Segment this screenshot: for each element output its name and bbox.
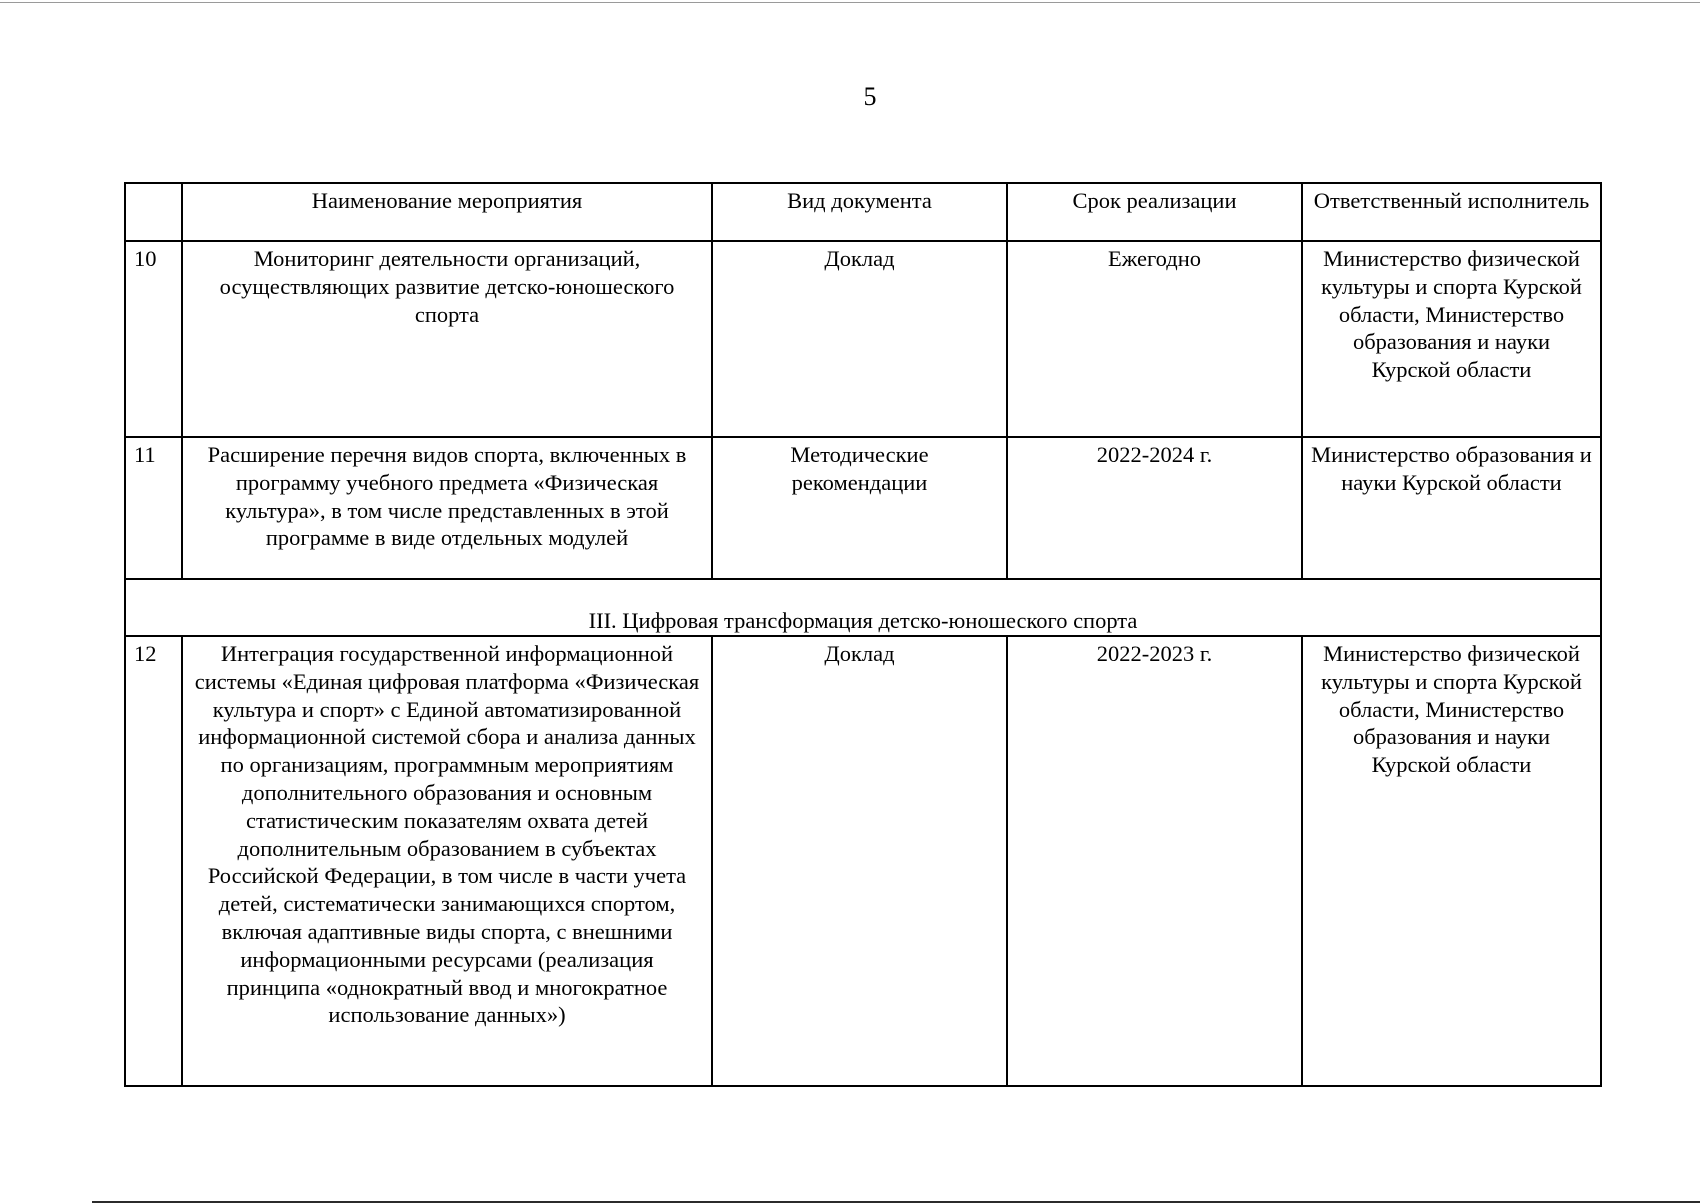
row-term: Ежегодно	[1007, 241, 1302, 437]
page-number: 5	[863, 82, 877, 111]
header-doc-type: Вид документа	[712, 183, 1007, 241]
row-name: Интеграция государственной информационной системы «Единая цифровая платформа «Физическая культура и спорт» с Единой автоматизированной информационной системой сбора и анализа данных по организациям, программным мероприятиям дополнительного образования и основным статистическим показателям охвата детей дополнительным образованием в субъектах Российской Федерации, в том числе в части учета детей, систематически занимающихся спортом, включая адаптивные виды спорта, с внешними информационными ресурсами (реализация принципа «однократный ввод и многократное использование данных»)	[182, 636, 712, 1086]
header-term: Срок реализации	[1007, 183, 1302, 241]
row-executor: Министерство физической культуры и спорта Курской области, Министерство образования и науки Курской области	[1302, 636, 1601, 1086]
row-executor: Министерство образования и науки Курской области	[1302, 437, 1601, 579]
row-name: Мониторинг деятельности организаций, осуществляющих развитие детско-юношеского спорта	[182, 241, 712, 437]
row-number: 10	[125, 241, 182, 437]
row-term: 2022-2024 г.	[1007, 437, 1302, 579]
row-doc-type: Доклад	[712, 636, 1007, 1086]
table-row	[125, 437, 1601, 579]
row-number: 12	[125, 636, 182, 1086]
section-title: III. Цифровая трансформация детско-юношеского спорта	[125, 579, 1601, 636]
section-row	[125, 579, 1601, 636]
row-doc-type: Доклад	[712, 241, 1007, 437]
row-executor: Министерство физической культуры и спорта Курской области, Министерство образования и науки Курской области	[1302, 241, 1601, 437]
header-name: Наименование мероприятия	[182, 183, 712, 241]
table-header-row	[125, 183, 1601, 241]
scan-top-edge	[0, 2, 1700, 3]
row-number: 11	[125, 437, 182, 579]
measures-table	[124, 182, 1602, 1087]
table-row	[125, 636, 1601, 1086]
row-doc-type: Методические рекомендации	[712, 437, 1007, 579]
header-executor: Ответственный исполнитель	[1302, 183, 1601, 241]
row-term: 2022-2023 г.	[1007, 636, 1302, 1086]
header-number	[125, 183, 182, 241]
table-row	[125, 241, 1601, 437]
row-name: Расширение перечня видов спорта, включенных в программу учебного предмета «Физическая культура», в том числе представленных в этой программе в виде отдельных модулей	[182, 437, 712, 579]
